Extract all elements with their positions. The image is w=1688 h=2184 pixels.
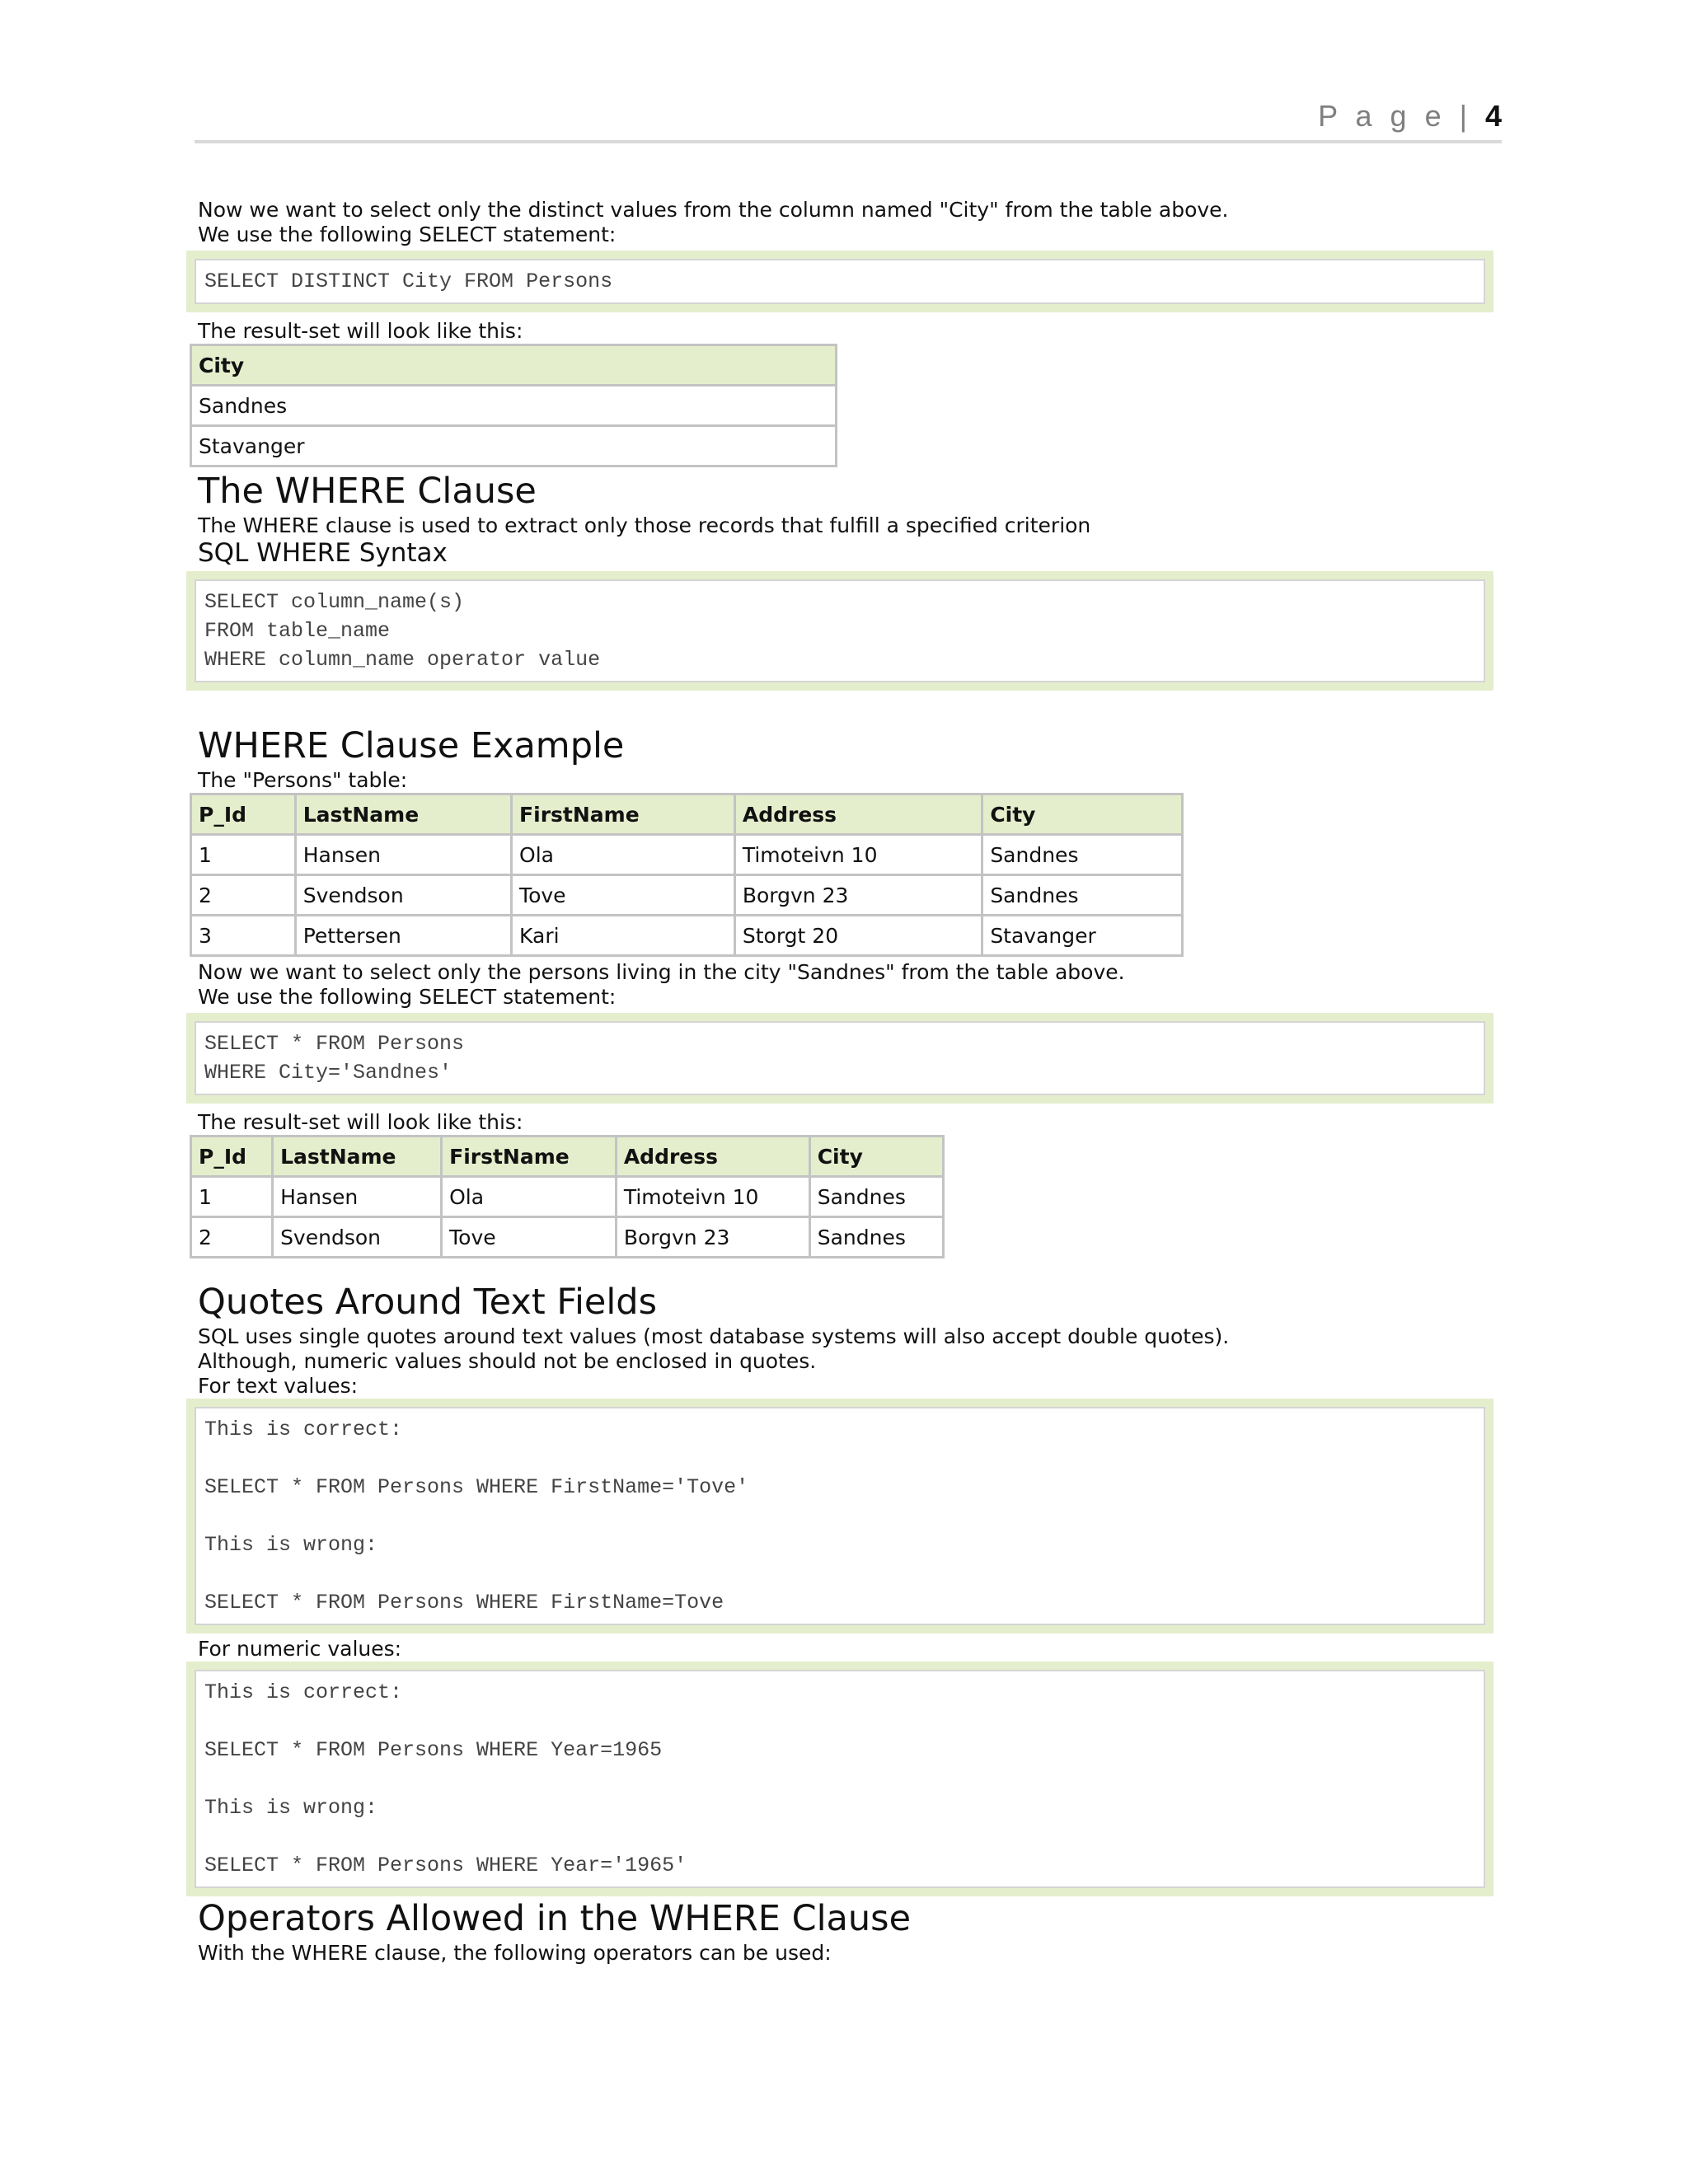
text-values-label: For text values:: [198, 1374, 359, 1398]
page-number: P a g e | 4: [1318, 99, 1502, 133]
code-line: [204, 1765, 1475, 1793]
code-line: SELECT * FROM Persons WHERE Year=1965: [204, 1738, 663, 1762]
syntax-title: SQL WHERE Syntax: [198, 538, 448, 568]
section-title: Operators Allowed in the WHERE Clause: [198, 1898, 912, 1939]
table-cell: Tove: [442, 1217, 617, 1258]
code-text: [195, 1021, 1485, 1095]
column-header: Address: [734, 794, 982, 835]
code-line: SELECT * FROM Persons WHERE Year='1965': [204, 1854, 687, 1877]
table-cell: Ola: [512, 835, 735, 875]
code-block: [186, 251, 1493, 312]
example-line-1: Now we want to select only the persons living in the city "Sandnes" from the table above.: [198, 960, 1125, 984]
code-line: SELECT column_name(s): [204, 590, 465, 614]
table-cell: 1: [191, 835, 296, 875]
column-header: City: [191, 345, 837, 386]
code-block: [186, 1013, 1493, 1104]
result-table: [190, 1135, 945, 1258]
example-line-2: We use the following SELECT statement:: [198, 985, 617, 1009]
quotes-line-1: SQL uses single quotes around text values (most database systems will also accept double quotes).: [198, 1324, 1230, 1348]
table-cell: Hansen: [295, 835, 511, 875]
table-row: [191, 1177, 944, 1217]
table-cell: 2: [191, 875, 296, 916]
code-line: WHERE column_name operator value: [204, 648, 601, 672]
result-label: The result-set will look like this:: [198, 319, 523, 343]
numeric-values-label: For numeric values:: [198, 1637, 402, 1661]
code-text: [195, 579, 1485, 682]
quotes-line-2: Although, numeric values should not be enclosed in quotes.: [198, 1349, 817, 1373]
page-label: P a g e: [1318, 99, 1447, 133]
code-block: [186, 1399, 1493, 1633]
table-cell: Tove: [512, 875, 735, 916]
table-cell: Sandnes: [191, 386, 837, 426]
operators-description: With the WHERE clause, the following operators can be used:: [198, 1941, 832, 1965]
table-header-row: [191, 345, 837, 386]
table-cell: Sandnes: [809, 1217, 943, 1258]
code-text: [195, 1670, 1485, 1888]
code-line: This is wrong:: [204, 1533, 378, 1557]
column-header: Address: [616, 1137, 809, 1177]
intro-line-1: Now we want to select only the distinct values from the column named "City" from the table above.: [198, 198, 1229, 222]
table-cell: Timoteivn 10: [734, 835, 982, 875]
table-cell: 1: [191, 1177, 273, 1217]
table-row: [191, 835, 1183, 875]
table-cell: 2: [191, 1217, 273, 1258]
table-cell: Stavanger: [191, 426, 837, 466]
code-text: [195, 1407, 1485, 1625]
table-cell: Svendson: [295, 875, 511, 916]
section-title: The WHERE Clause: [198, 471, 537, 512]
section-title: WHERE Clause Example: [198, 725, 625, 766]
code-line: SELECT * FROM Persons WHERE FirstName=Tove: [204, 1591, 724, 1615]
table-row: [191, 1217, 944, 1258]
intro-line-2: We use the following SELECT statement:: [198, 223, 617, 246]
column-header: LastName: [273, 1137, 442, 1177]
column-header: FirstName: [512, 794, 735, 835]
table-row: [191, 875, 1183, 916]
code-line: FROM table_name: [204, 619, 391, 643]
column-header: City: [809, 1137, 943, 1177]
column-header: FirstName: [442, 1137, 617, 1177]
table-cell: 3: [191, 916, 296, 956]
code-line: [204, 1502, 1475, 1530]
table-cell: Sandnes: [982, 875, 1183, 916]
table-cell: Storgt 20: [734, 916, 982, 956]
table-cell: Kari: [512, 916, 735, 956]
table-cell: Ola: [442, 1177, 617, 1217]
code-line: [204, 1559, 1475, 1588]
code-line: SELECT DISTINCT City FROM Persons: [204, 269, 613, 293]
table-cell: Borgvn 23: [734, 875, 982, 916]
city-result-table: [190, 344, 837, 467]
table-cell: Svendson: [273, 1217, 442, 1258]
code-text: [195, 259, 1485, 304]
code-block: [186, 1661, 1493, 1896]
table-row: [191, 426, 837, 466]
code-line: [204, 1444, 1475, 1473]
page-header: [195, 96, 1502, 143]
table-row: [191, 386, 837, 426]
document-content: [198, 198, 1500, 1966]
table-header-row: [191, 1137, 944, 1177]
column-header: P_Id: [191, 794, 296, 835]
table-label: The "Persons" table:: [198, 768, 408, 792]
table-cell: Sandnes: [982, 835, 1183, 875]
code-line: [204, 1707, 1475, 1736]
section-title: Quotes Around Text Fields: [198, 1282, 658, 1323]
table-cell: Borgvn 23: [616, 1217, 809, 1258]
page-number-value: 4: [1484, 99, 1502, 133]
table-row: [191, 916, 1183, 956]
code-line: WHERE City='Sandnes': [204, 1061, 452, 1085]
table-header-row: [191, 794, 1183, 835]
code-line: This is wrong:: [204, 1796, 378, 1820]
column-header: City: [982, 794, 1183, 835]
table-cell: Hansen: [273, 1177, 442, 1217]
code-line: SELECT * FROM Persons WHERE FirstName='Tove': [204, 1475, 749, 1499]
code-line: This is correct:: [204, 1680, 403, 1704]
column-header: LastName: [295, 794, 511, 835]
persons-table: [190, 793, 1184, 957]
table-cell: Pettersen: [295, 916, 511, 956]
table-cell: Stavanger: [982, 916, 1183, 956]
column-header: P_Id: [191, 1137, 273, 1177]
code-line: This is correct:: [204, 1418, 403, 1441]
result-label: The result-set will look like this:: [198, 1110, 523, 1134]
code-block: [186, 571, 1493, 691]
section-description: The WHERE clause is used to extract only those records that fulfill a specified criterion: [198, 513, 1091, 537]
table-cell: Sandnes: [809, 1177, 943, 1217]
code-line: [204, 1822, 1475, 1851]
code-line: SELECT * FROM Persons: [204, 1032, 465, 1056]
table-cell: Timoteivn 10: [616, 1177, 809, 1217]
